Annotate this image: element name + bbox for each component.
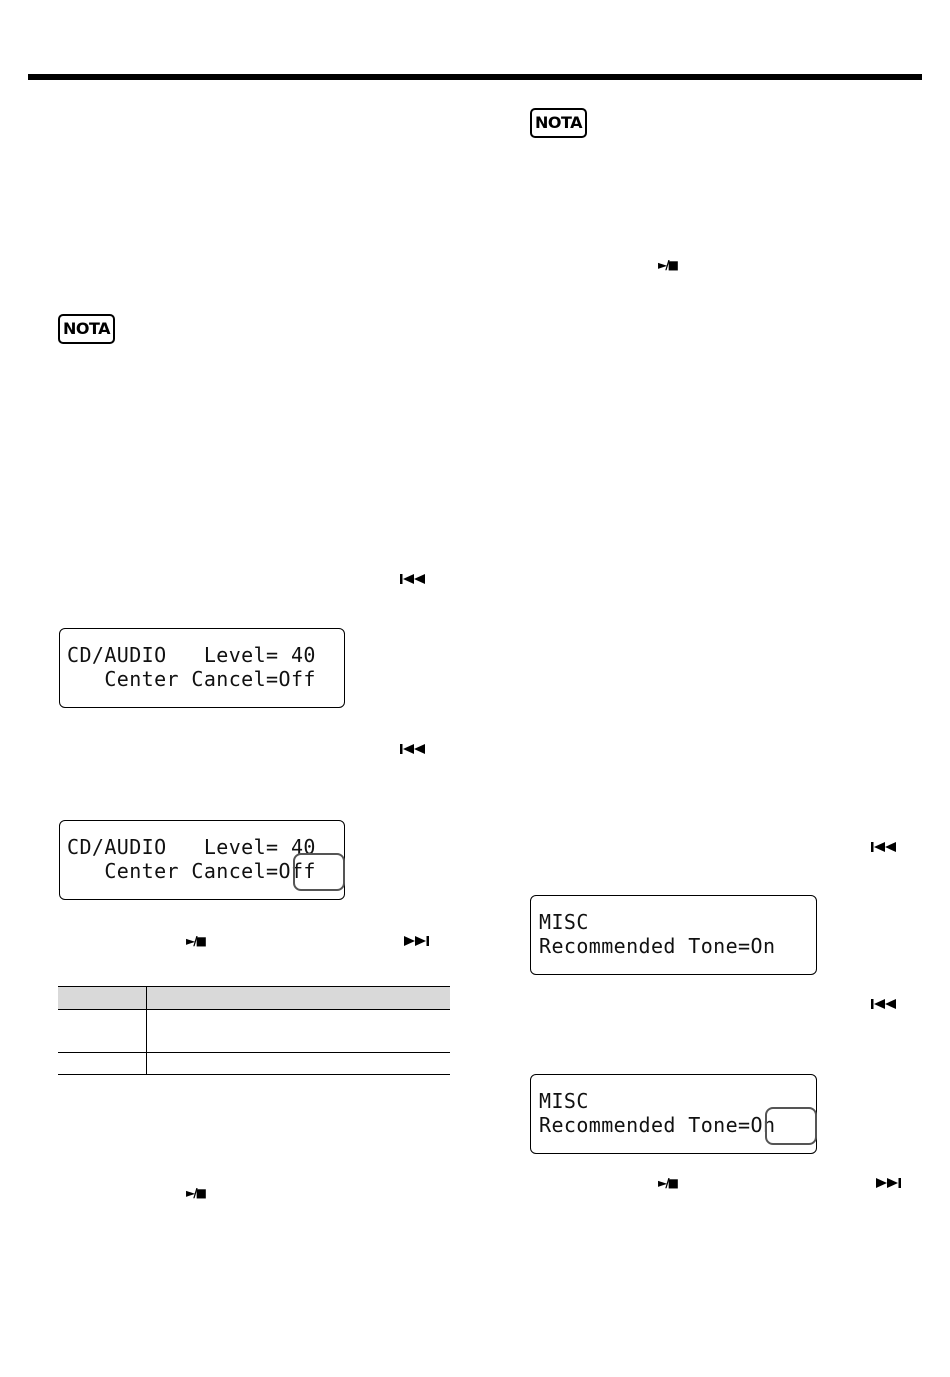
prev-icon (400, 743, 428, 758)
next-icon (402, 935, 430, 950)
lcd-line-2: Center Cancel=Off (67, 667, 316, 691)
table-header-row (58, 987, 450, 1010)
prev-icon (871, 841, 899, 856)
play-stop-icon: ►/■ (186, 1186, 205, 1200)
lcd-line-2: Recommended Tone=On (539, 934, 776, 958)
lcd-display-misc-selected (530, 1074, 817, 1154)
play-stop-icon: ►/■ (186, 934, 205, 948)
lcd-line-1: MISC (539, 910, 589, 934)
note-badge-right: NOTA (530, 108, 587, 138)
lcd-line-1: MISC (539, 1089, 589, 1113)
top-rule (28, 74, 922, 80)
table-cell (58, 1010, 147, 1053)
lcd-line-1: CD/AUDIO Level= 40 (67, 835, 316, 859)
table-header-cell (147, 987, 451, 1010)
prev-icon (871, 998, 899, 1013)
play-stop-icon: ►/■ (658, 1176, 677, 1190)
note-badge-left: NOTA (58, 314, 115, 344)
next-icon (874, 1177, 902, 1192)
table-cell (58, 1053, 147, 1075)
lcd-line-1: CD/AUDIO Level= 40 (67, 643, 316, 667)
value-highlight (293, 853, 345, 891)
prev-icon (400, 573, 428, 588)
value-highlight (765, 1107, 817, 1145)
lcd-line-2: Center Cancel=Off (67, 859, 316, 883)
table-row (58, 1053, 450, 1075)
lcd-display-misc (530, 895, 817, 975)
lcd-line-2: Recommended Tone=On (539, 1113, 776, 1137)
table-cell (147, 1053, 451, 1075)
play-stop-icon: ►/■ (658, 258, 677, 272)
table-cell (147, 1010, 451, 1053)
lcd-display-cd-audio (59, 628, 345, 708)
table-row (58, 1010, 450, 1053)
table-header-cell (58, 987, 147, 1010)
settings-table (58, 986, 450, 1075)
lcd-display-cd-audio-selected (59, 820, 345, 900)
